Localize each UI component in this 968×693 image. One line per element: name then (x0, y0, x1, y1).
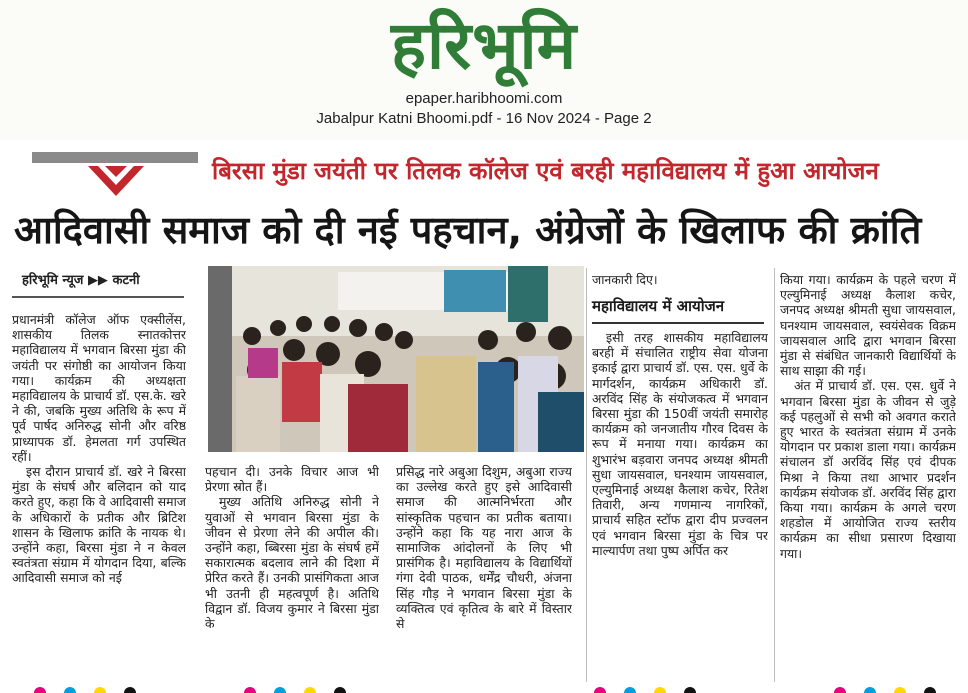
paragraph: अंत में प्राचार्य डॉ. एस. एस. धुर्वे ने भगवान बिरसा मुंडा के जीवन से जुड़े कई पहलुओं से सभी को अवगत कराते हुए भारत के स्वतंत्रता संग्राम में उनके योगदान पर प्रकाश डाला गया। कार्यक्रम संचालन डॉ अरविंद सिंह एवं दीपक मिश्रा ने किया तथा आभार प्रदर्शन कार्यक्रम संयोजक डॉ. अरविंद सिंह द्वारा किया गया। कार्यक्रम के अगले चरण शहडोल में आयोजित राज्य स्तरीय कार्यक्रम का सीधा प्रसारण दिखाया गया। (780, 378, 956, 561)
article-column-3 (396, 464, 572, 684)
paragraph: पहचान दी। उनके विचार आज भी प्रेरणा स्रोत हैं। (205, 464, 379, 495)
article-column-5 (780, 272, 956, 684)
article-column-4-top (592, 272, 768, 290)
article-column-1 (12, 312, 186, 684)
paragraph: प्रधानमंत्री कॉलेज ऑफ एक्सीलेंस, शासकीय तिलक स्नातकोत्तर महाविद्यालय में भगवान बिरसा मुंडा की जयंती पर संगोष्ठी का आयोजन किया गया। कार्यक्रम की अध्यक्षता महाविद्यालय के प्राचार्य डॉ. एस.के. खरे ने की, जबकि मुख्य अतिथि के रूप में पूर्व पार्षद अनिरुद्ध सोनी और वरिष्ठ प्राध्यापक डॉ. हेमलता गर्ग उपस्थित रहीं। (12, 312, 186, 464)
masthead (0, 0, 968, 140)
column-divider (586, 268, 587, 682)
article-headline: आदिवासी समाज को दी नई पहचान, अंग्रेजों के खिलाफ की क्रांति (14, 208, 922, 252)
event-photo (208, 266, 584, 452)
chevron-down-icon (88, 166, 144, 196)
paragraph: प्रसिद्ध नारे अबुआ दिशुम, अबुआ राज्य का उल्लेख करते हुए इसे आदिवासी समाज की आत्मनिर्भरता और सांस्कृतिक पहचान का प्रतीक बताया। उन्होंने कहा कि यह नारा आज के सामाजिक आंदोलनों के लिए भी प्रासंगिक है। महाविद्यालय के विद्यार्थियों गंगा देवी पाठक, धर्मेंद्र चौधरी, अंजना सिंह गौड़ ने भगवान बिरसा मुंडा के व्यक्तित्व एवं कृतित्व के बारे में विस्तार से (396, 464, 572, 632)
paragraph: इसी तरह शासकीय महाविद्यालय बरही में संचालित राष्ट्रीय सेवा योजना इकाई द्वारा प्राचार्य डॉ. एस. एस. धुर्वे के मार्गदर्शन, कार्यक्रम अधिकारी डॉ. अरविंद सिंह के संयोजकत्व में भगवान बिरसा मुंडा की 150वीं जयंती समारोह कार्यक्रम को जनजातीय गौरव दिवस के रूप में मनाया गया। कार्यक्रम का शुभारंभ बड़वारा जनपद अध्यक्ष श्रीमती सुधा जायसवाल, घनश्याम जायसवाल, एल्युमिनाई अध्यक्ष कैलाश कचेर, रितेश तिवारी, अन्य गणमान्य नागरिकों, प्राचार्य सहित स्टॉफ द्वारा दीप प्रज्वलन एवं भगवान बिरसा मुंडा के चित्र पर माल्यार्पण तथा पुष्प अर्पित कर (592, 330, 768, 558)
paragraph: किया गया। कार्यक्रम के पहले चरण में एल्युमिनाई अध्यक्ष कैलाश कचेर, जनपद अध्यक्ष श्रीमती सुधा जायसवाल, घनश्याम जायसवाल, स्वयंसेवक विक्रम जायसवाल आदि द्वारा भगवान बिरसा मुंडा से संबंधित जानकारी विद्यार्थियों के साथ साझा की गई। (780, 272, 956, 379)
byline-rule (12, 296, 184, 298)
section-subhead: महाविद्यालय में आयोजन (592, 297, 725, 315)
article-column-4 (592, 330, 768, 684)
site-url[interactable]: epaper.haribhoomi.com (405, 90, 563, 107)
paragraph: इस दौरान प्राचार्य डॉ. खरे ने बिरसा मुंडा के संघर्ष और बलिदान को याद करते हुए, कहा कि वे आदिवासी समाज के अधिकारों के प्रतीक और ब्रिटिश शासन के खिलाफ क्रांति के नायक थे। उन्होंने कहा, बिरसा मुंडा ने न केवल स्वतंत्रता संग्राम में योगदान दिया, बल्कि आदिवासी समाज को नई (12, 464, 186, 586)
article-kicker: बिरसा मुंडा जयंती पर तिलक कॉलेज एवं बरही महाविद्यालय में हुआ आयोजन (212, 157, 879, 185)
article-column-2 (205, 464, 379, 684)
subhead-rule (592, 322, 764, 324)
column-divider (774, 268, 775, 682)
kicker-bar (32, 152, 198, 163)
byline: हरिभूमि न्यूज ▶▶ कटनी (22, 273, 140, 288)
paragraph: मुख्य अतिथि अनिरुद्ध सोनी ने युवाओं से भगवान बिरसा मुंडा के जीवन से प्रेरणा लेने की अपील की। उन्होंने कहा, ब्बिरसा मुंडा के संघर्ष हमें सकारात्मक बदलाव लाने की दिशा में प्रेरित करते हैं। उनकी प्रासंगिकता आज भी उतनी ही महत्वपूर्ण है। अतिथि विद्वान डॉ. विजय कुमार ने बिरसा मुंडा के (205, 494, 379, 632)
print-registration-marks (0, 682, 968, 693)
paragraph: जानकारी दिए। (592, 272, 658, 287)
haribhoomi-logo[interactable]: हरिभूमि (390, 7, 578, 84)
edition-source-line: Jabalpur Katni Bhoomi.pdf - 16 Nov 2024 - Page 2 (316, 110, 652, 127)
